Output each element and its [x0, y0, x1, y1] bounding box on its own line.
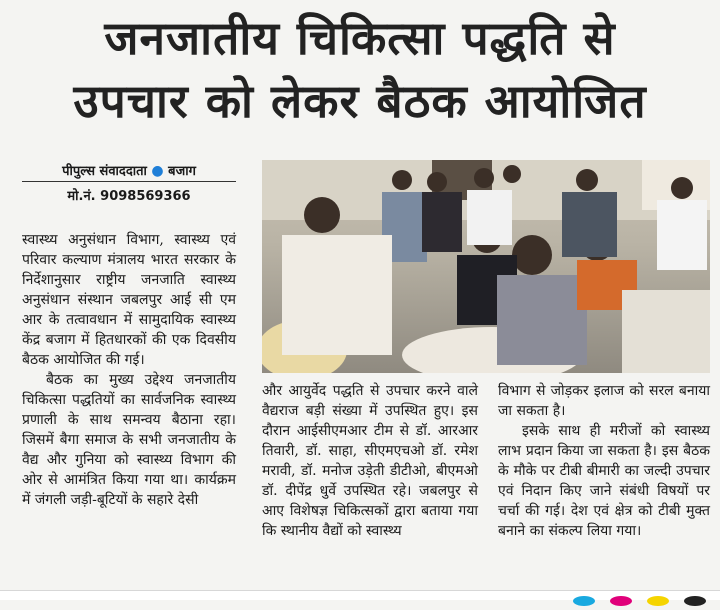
reporter-phone: मो.नं. 9098569366 [67, 189, 191, 204]
paragraph: और आयुर्वेद पद्धति से उपचार करने वाले वैद्यराज बड़ी संख्या में उपस्थित हुए। इस दौरान आईसीएमआर टीम से डॉ. आरआर तिवारी, डॉ. साहा, सीएमएचओ डॉ. रमेश मरावी, डॉ. मनोज उड़ेती डीटीओ, बीएमओ डॉ. दीपेंद्र धुर्वे उपस्थित रहे। जबलपुर से आए विशेषज्ञ चिकित्सकों द्वारा बताया गया कि स्थानीय वैद्यों को स्वास्थ्य [262, 383, 478, 539]
paragraph: इसके साथ ही मरीजों को स्वास्थ्य लाभ प्रदान किया जा सकता है। इस बैठक के मौके पर टीबी बीमारी का जल्दी उपचार एवं निदान किए जाने संबंधी विषयों पर चर्चा की गई। देश एवं क्षेत्र को टीबी मुक्त बनाने का संकल्प लिया गया। [498, 423, 710, 539]
article-column-3 [498, 381, 710, 541]
byline [22, 161, 236, 204]
yellow-mark-icon [647, 596, 669, 606]
headline-line-2: उपचार को लेकर बैठक आयोजित [73, 74, 647, 128]
color-registration-marks [563, 591, 706, 610]
black-mark-icon [684, 596, 706, 606]
headline [0, 6, 720, 132]
meeting-photo [262, 160, 710, 373]
article-column-1 [22, 230, 236, 510]
reporter-name: पीपुल्स संवाददाता [62, 164, 147, 179]
headline-line-1: जनजातीय चिकित्सा पद्धति से [104, 11, 616, 65]
place-name: बजाग [168, 164, 196, 179]
paragraph: विभाग से जोड़कर इलाज को सरल बनाया जा सकता है। [498, 383, 710, 419]
dot-icon: ● [151, 163, 164, 179]
article-column-2 [262, 381, 478, 541]
byline-reporter-row [22, 161, 236, 182]
cyan-mark-icon [573, 596, 595, 606]
paragraph: स्वास्थ्य अनुसंधान विभाग, स्वास्थ्य एवं परिवार कल्याण मंत्रालय भारत सरकार के निर्देशानुसार राष्ट्रीय जनजाति स्वास्थ्य अनुसंधान संस्थान जबलपुर आई सी एम आर के तत्वावधान में सामुदायिक स्वास्थ्य केंद्र बजाग में हितधारकों की एक दिवसीय बैठक आयोजित की गई। [22, 232, 236, 368]
magenta-mark-icon [610, 596, 632, 606]
paragraph: बैठक का मुख्य उद्देश्य जनजातीय चिकित्सा पद्धतियों का सार्वजनिक स्वास्थ्य प्रणाली के साथ समन्वय बैठाना रहा। जिसमें बैगा समाज के सभी जनजातीय के वैद्य और गुनिया को स्वास्थ्य विभाग की ओर से आमंत्रित किया गया था। कार्यक्रम में जंगली जड़ी-बूटियों के सहारे देसी [22, 372, 236, 508]
meeting-photo-illustration [262, 160, 710, 373]
